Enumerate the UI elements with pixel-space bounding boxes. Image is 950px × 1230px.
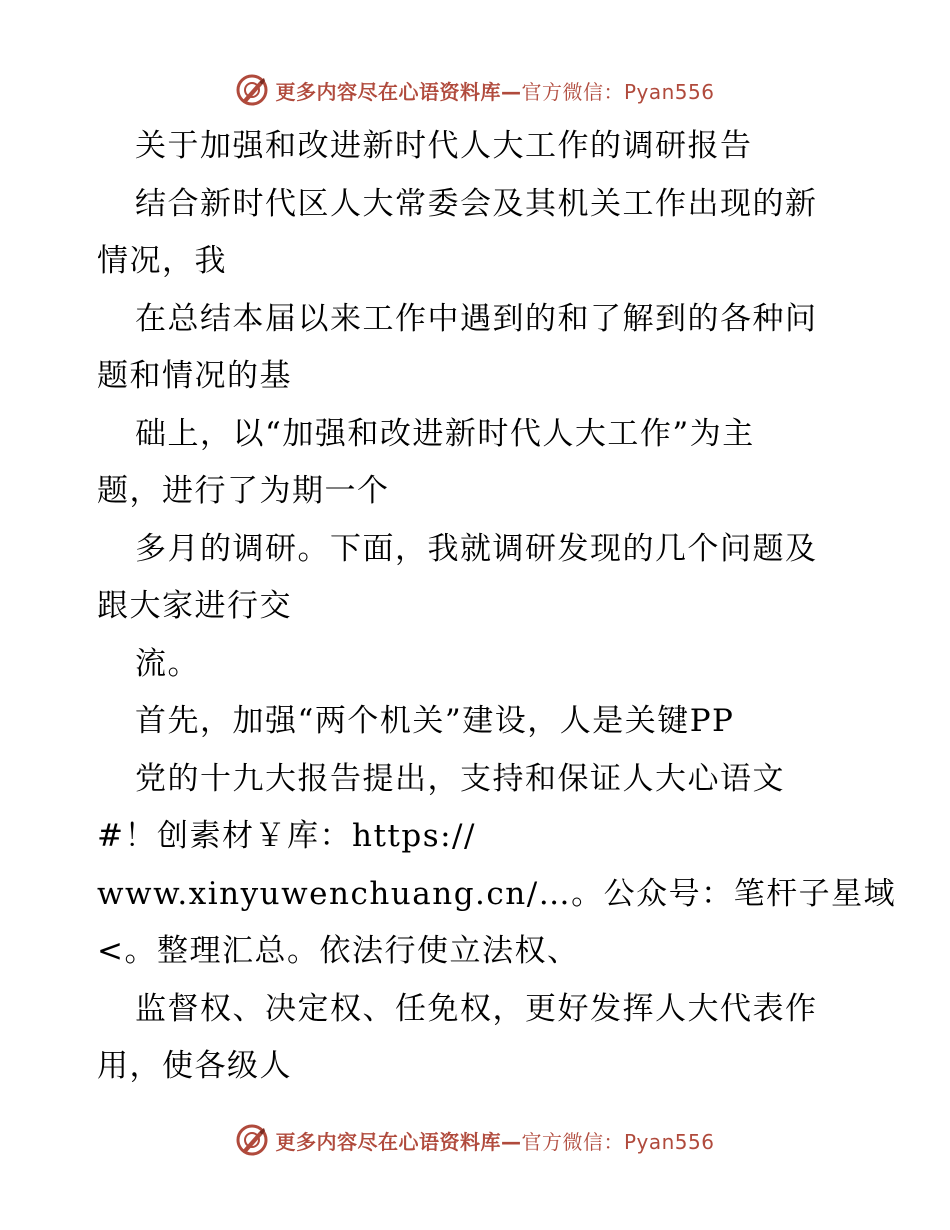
text-line: 在总结本届以来工作中遇到的和了解到的各种问 (135, 300, 818, 337)
text-line: 首先，加强“两个机关”建设，人是关键PP (135, 703, 735, 739)
banner-text (275, 1126, 714, 1155)
text-line: 情况，我 (97, 243, 227, 279)
banner-wechat-text: 官方微信：Pyan556 (521, 79, 715, 104)
text-line: 结合新时代区人大常委会及其机关工作出现的新 (135, 185, 818, 222)
text-line: <。整理汇总。依法行使立法权、 (97, 933, 580, 969)
text-line: www.xinyuwenchuang.cn/…。公众号：笔杆子星域 (97, 875, 897, 912)
text-line: 党的十九大报告提出，支持和保证人大心语文 (135, 760, 785, 797)
banner-wechat-text: 官方微信：Pyan556 (521, 1129, 715, 1154)
document-body (97, 118, 897, 1096)
text-line: 关于加强和改进新时代人大工作的调研报告 (135, 128, 753, 164)
text-line: 流。 (135, 645, 200, 682)
text-line: 跟大家进行交 (97, 588, 292, 624)
text-line: 题，进行了为期一个 (97, 473, 390, 509)
text-line: 多月的调研。下面，我就调研发现的几个问题及 (135, 530, 818, 567)
footer-banner (0, 1120, 950, 1160)
text-line: 用，使各级人 (97, 1048, 292, 1084)
banner-text (275, 76, 714, 105)
header-banner (0, 70, 950, 110)
pen-logo-icon (235, 1123, 269, 1157)
text-line: #！创素材￥库：https:// (97, 818, 476, 854)
text-line: 监督权、决定权、任免权，更好发挥人大代表作 (135, 990, 818, 1027)
pen-logo-icon (235, 73, 269, 107)
text-line: 题和情况的基 (97, 358, 292, 394)
text-line: 础上，以“加强和改进新时代人大工作”为主 (135, 415, 755, 452)
banner-main-text: 更多内容尽在心语资料库— (275, 79, 522, 104)
banner-main-text: 更多内容尽在心语资料库— (275, 1129, 522, 1154)
